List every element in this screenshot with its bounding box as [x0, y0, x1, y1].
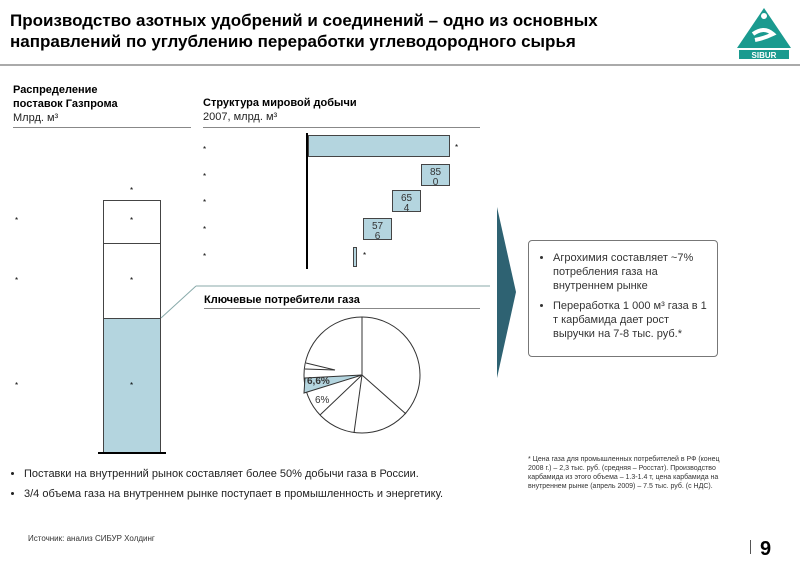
- star: *: [130, 186, 134, 195]
- consumers-title: Ключевые потребители газа: [204, 294, 360, 306]
- star: *: [15, 381, 19, 390]
- callout-item: • Переработка 1 000 м³ газа в 1 т карбамида дает рост выручки на 7-8 тыс. руб.*: [553, 299, 709, 341]
- star: *: [363, 251, 367, 260]
- star: *: [130, 381, 134, 390]
- footnote: * Цена газа для промышленных потребителей в РФ (конец 2008 г.) – 2,3 тыс. руб. (средняя – Росстат). Производство карбамида из этого объема – 1.3-1.4 т, цена карбамида на внутреннем рынке (апрель 2009) – 7.5 тыс. руб. (с НДС).: [528, 456, 720, 490]
- divider: [750, 540, 751, 554]
- arrow-icon: [497, 207, 516, 378]
- left-chart-title: Распределение поставок Газпрома: [13, 84, 118, 110]
- world-bar-2: 85 0: [421, 164, 450, 186]
- pie-chart: [304, 317, 420, 433]
- bullet-list: [10, 467, 490, 507]
- pie-label: 6,6%: [307, 376, 330, 387]
- bullet-item: • Поставки на внутренний рынок составляет более 50% добычи газа в России.: [24, 467, 490, 481]
- divider: [204, 308, 480, 309]
- star: *: [15, 276, 19, 285]
- callout-item: • Агрохимия составляет ~7% потребления газа на внутреннем рынке: [553, 251, 709, 293]
- star: *: [130, 216, 134, 225]
- world-bar-3: 65 4: [392, 190, 421, 212]
- star: *: [203, 198, 207, 207]
- world-chart-unit: 2007, млрд. м³: [203, 111, 278, 123]
- star: *: [15, 216, 19, 225]
- world-bar-4: 57 6: [363, 218, 392, 240]
- star: *: [203, 172, 207, 181]
- slide-title: Производство азотных удобрений и соединений – одно из основных направлений по углублению переработки углеводородного сырья: [10, 11, 598, 51]
- world-chart-title: Структура мировой добычи: [203, 97, 357, 109]
- star: *: [203, 225, 207, 234]
- star: *: [203, 252, 207, 261]
- star: *: [130, 276, 134, 285]
- svg-text:SIBUR: SIBUR: [751, 51, 777, 60]
- callout-box: [528, 240, 718, 357]
- source-note: Источник: анализ СИБУР Холдинг: [28, 534, 155, 543]
- left-chart-unit: Млрд. м³: [13, 112, 59, 124]
- star: *: [203, 145, 207, 154]
- pie-label: 6%: [315, 395, 330, 406]
- star: *: [455, 143, 459, 152]
- bullet-item: • 3/4 объема газа на внутреннем рынке поступает в промышленность и энергетику.: [24, 487, 490, 501]
- page-number: 9: [760, 538, 772, 560]
